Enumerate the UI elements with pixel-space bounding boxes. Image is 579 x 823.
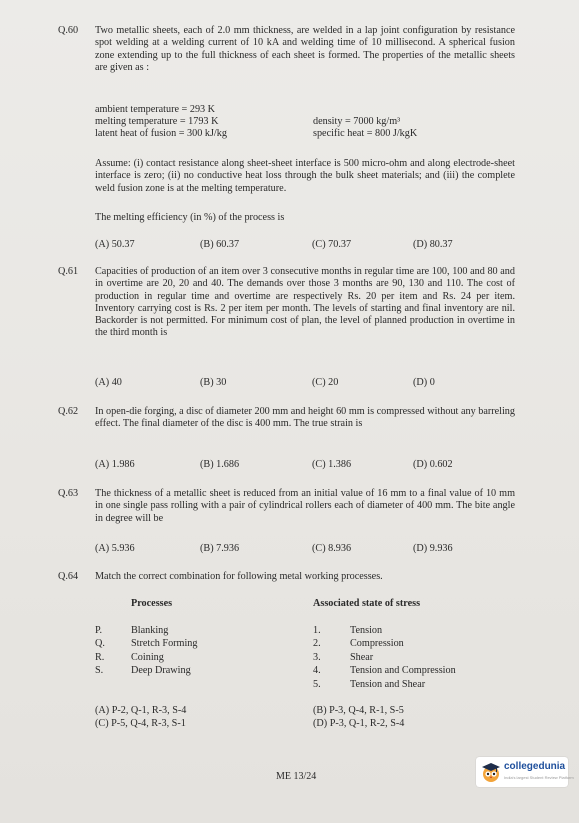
logo-wordmark: collegedunia [504, 761, 566, 772]
stress-key: 4. [313, 665, 321, 676]
option-a: (A) 50.37 [95, 239, 135, 250]
question-text: Match the correct combination for following metal working processes. [95, 571, 383, 582]
question-number: Q.61 [58, 266, 79, 277]
option-b: (B) 7.936 [200, 543, 240, 554]
stress-label: Tension and Compression [350, 665, 456, 676]
process-key: Q. [95, 638, 105, 649]
stress-label: Tension [350, 625, 383, 636]
prop-ambient: ambient temperature = 293 K [95, 104, 216, 115]
stress-header: Associated state of stress [313, 598, 421, 609]
option-a: (A) 5.936 [95, 543, 135, 554]
stress-key: 2. [313, 638, 321, 649]
option-a: (A) 1.986 [95, 459, 135, 470]
process-label: Stretch Forming [131, 638, 198, 649]
collegedunia-logo [476, 757, 574, 787]
option-c: (C) P-5, Q-4, R-3, S-1 [95, 718, 186, 729]
option-b: (B) 30 [200, 377, 227, 388]
process-key: R. [95, 652, 105, 663]
option-b: (B) 1.686 [200, 459, 240, 470]
process-key: P. [95, 625, 103, 636]
option-b: (B) P-3, Q-4, R-1, S-5 [313, 705, 404, 716]
prop-melting: melting temperature = 1793 K [95, 116, 219, 127]
option-d: (D) P-3, Q-1, R-2, S-4 [313, 718, 405, 729]
stress-label: Shear [350, 652, 374, 663]
question-text: In open-die forging, a disc of diameter 200 mm and height 60 mm is compressed without any barreling effect. The final diameter of the disc is 400 mm. The true strain is [95, 406, 515, 430]
option-c: (C) 8.936 [312, 543, 352, 554]
question-prompt: The melting efficiency (in %) of the process is [95, 212, 285, 223]
page-footer: ME 13/24 [276, 771, 317, 782]
question-number: Q.60 [58, 25, 79, 36]
prop-density: density = 7000 kg/m³ [313, 116, 401, 127]
option-d: (D) 80.37 [413, 239, 453, 250]
option-d: (D) 0 [413, 377, 435, 388]
process-label: Deep Drawing [131, 665, 191, 676]
process-label: Coining [131, 652, 164, 663]
logo-tagline: India's largest Student Review Platform [504, 775, 574, 780]
question-text: Capacities of production of an item over 3 consecutive months in regular time are 100, 100 and 80 and in overtime are 20, 20 and 40. The demands over those 3 months are 90, 130 and 110. The cost of production in regular time and overtime are respectively Rs. 20 per item and Rs. 24 per item. Inventory carrying cost is Rs. 2 per item per month. The levels of starting and final inventory are nil. Backorder is not permitted. For minimum cost of plan, the level of planned production in overtime in the third month is [95, 266, 515, 339]
option-c: (C) 20 [312, 377, 339, 388]
question-text: Two metallic sheets, each of 2.0 mm thickness, are welded in a lap joint configuration by resistance spot welding at a welding current of 10 kA and welding time of 10 millisecond. A spherical fusion zone extending up to the full thickness of each sheet is formed. The properties of the metallic sheets are given as : [95, 25, 515, 73]
prop-specific: specific heat = 800 J/kgK [313, 128, 418, 139]
stress-key: 1. [313, 625, 321, 636]
process-label: Blanking [131, 625, 169, 636]
processes-header: Processes [131, 598, 173, 609]
question-number: Q.64 [58, 571, 79, 582]
option-c: (C) 1.386 [312, 459, 352, 470]
stress-label: Tension and Shear [350, 679, 426, 690]
stress-label: Compression [350, 638, 404, 649]
question-text: The thickness of a metallic sheet is reduced from an initial value of 16 mm to a final value of 10 mm in one single pass rolling with a pair of cylindrical rollers each of diameter of 400 mm. The bite angle in degree will be [95, 488, 515, 524]
question-number: Q.63 [58, 488, 79, 499]
option-a: (A) 40 [95, 377, 122, 388]
option-a: (A) P-2, Q-1, R-3, S-4 [95, 705, 187, 716]
stress-key: 5. [313, 679, 321, 690]
option-d: (D) 0.602 [413, 459, 453, 470]
process-key: S. [95, 665, 104, 676]
stress-key: 3. [313, 652, 321, 663]
graduate-owl-icon [480, 761, 502, 783]
option-d: (D) 9.936 [413, 543, 453, 554]
option-b: (B) 60.37 [200, 239, 240, 250]
assumptions-text: Assume: (i) contact resistance along sheet-sheet interface is 500 micro-ohm and along electrode-sheet interface is zero; (ii) no conductive heat loss through the bulk sheet materials; and (iii) the complete weld fusion zone is at the melting temperature. [95, 158, 515, 194]
option-c: (C) 70.37 [312, 239, 352, 250]
question-number: Q.62 [58, 406, 79, 417]
prop-latent: latent heat of fusion = 300 kJ/kg [95, 128, 227, 139]
